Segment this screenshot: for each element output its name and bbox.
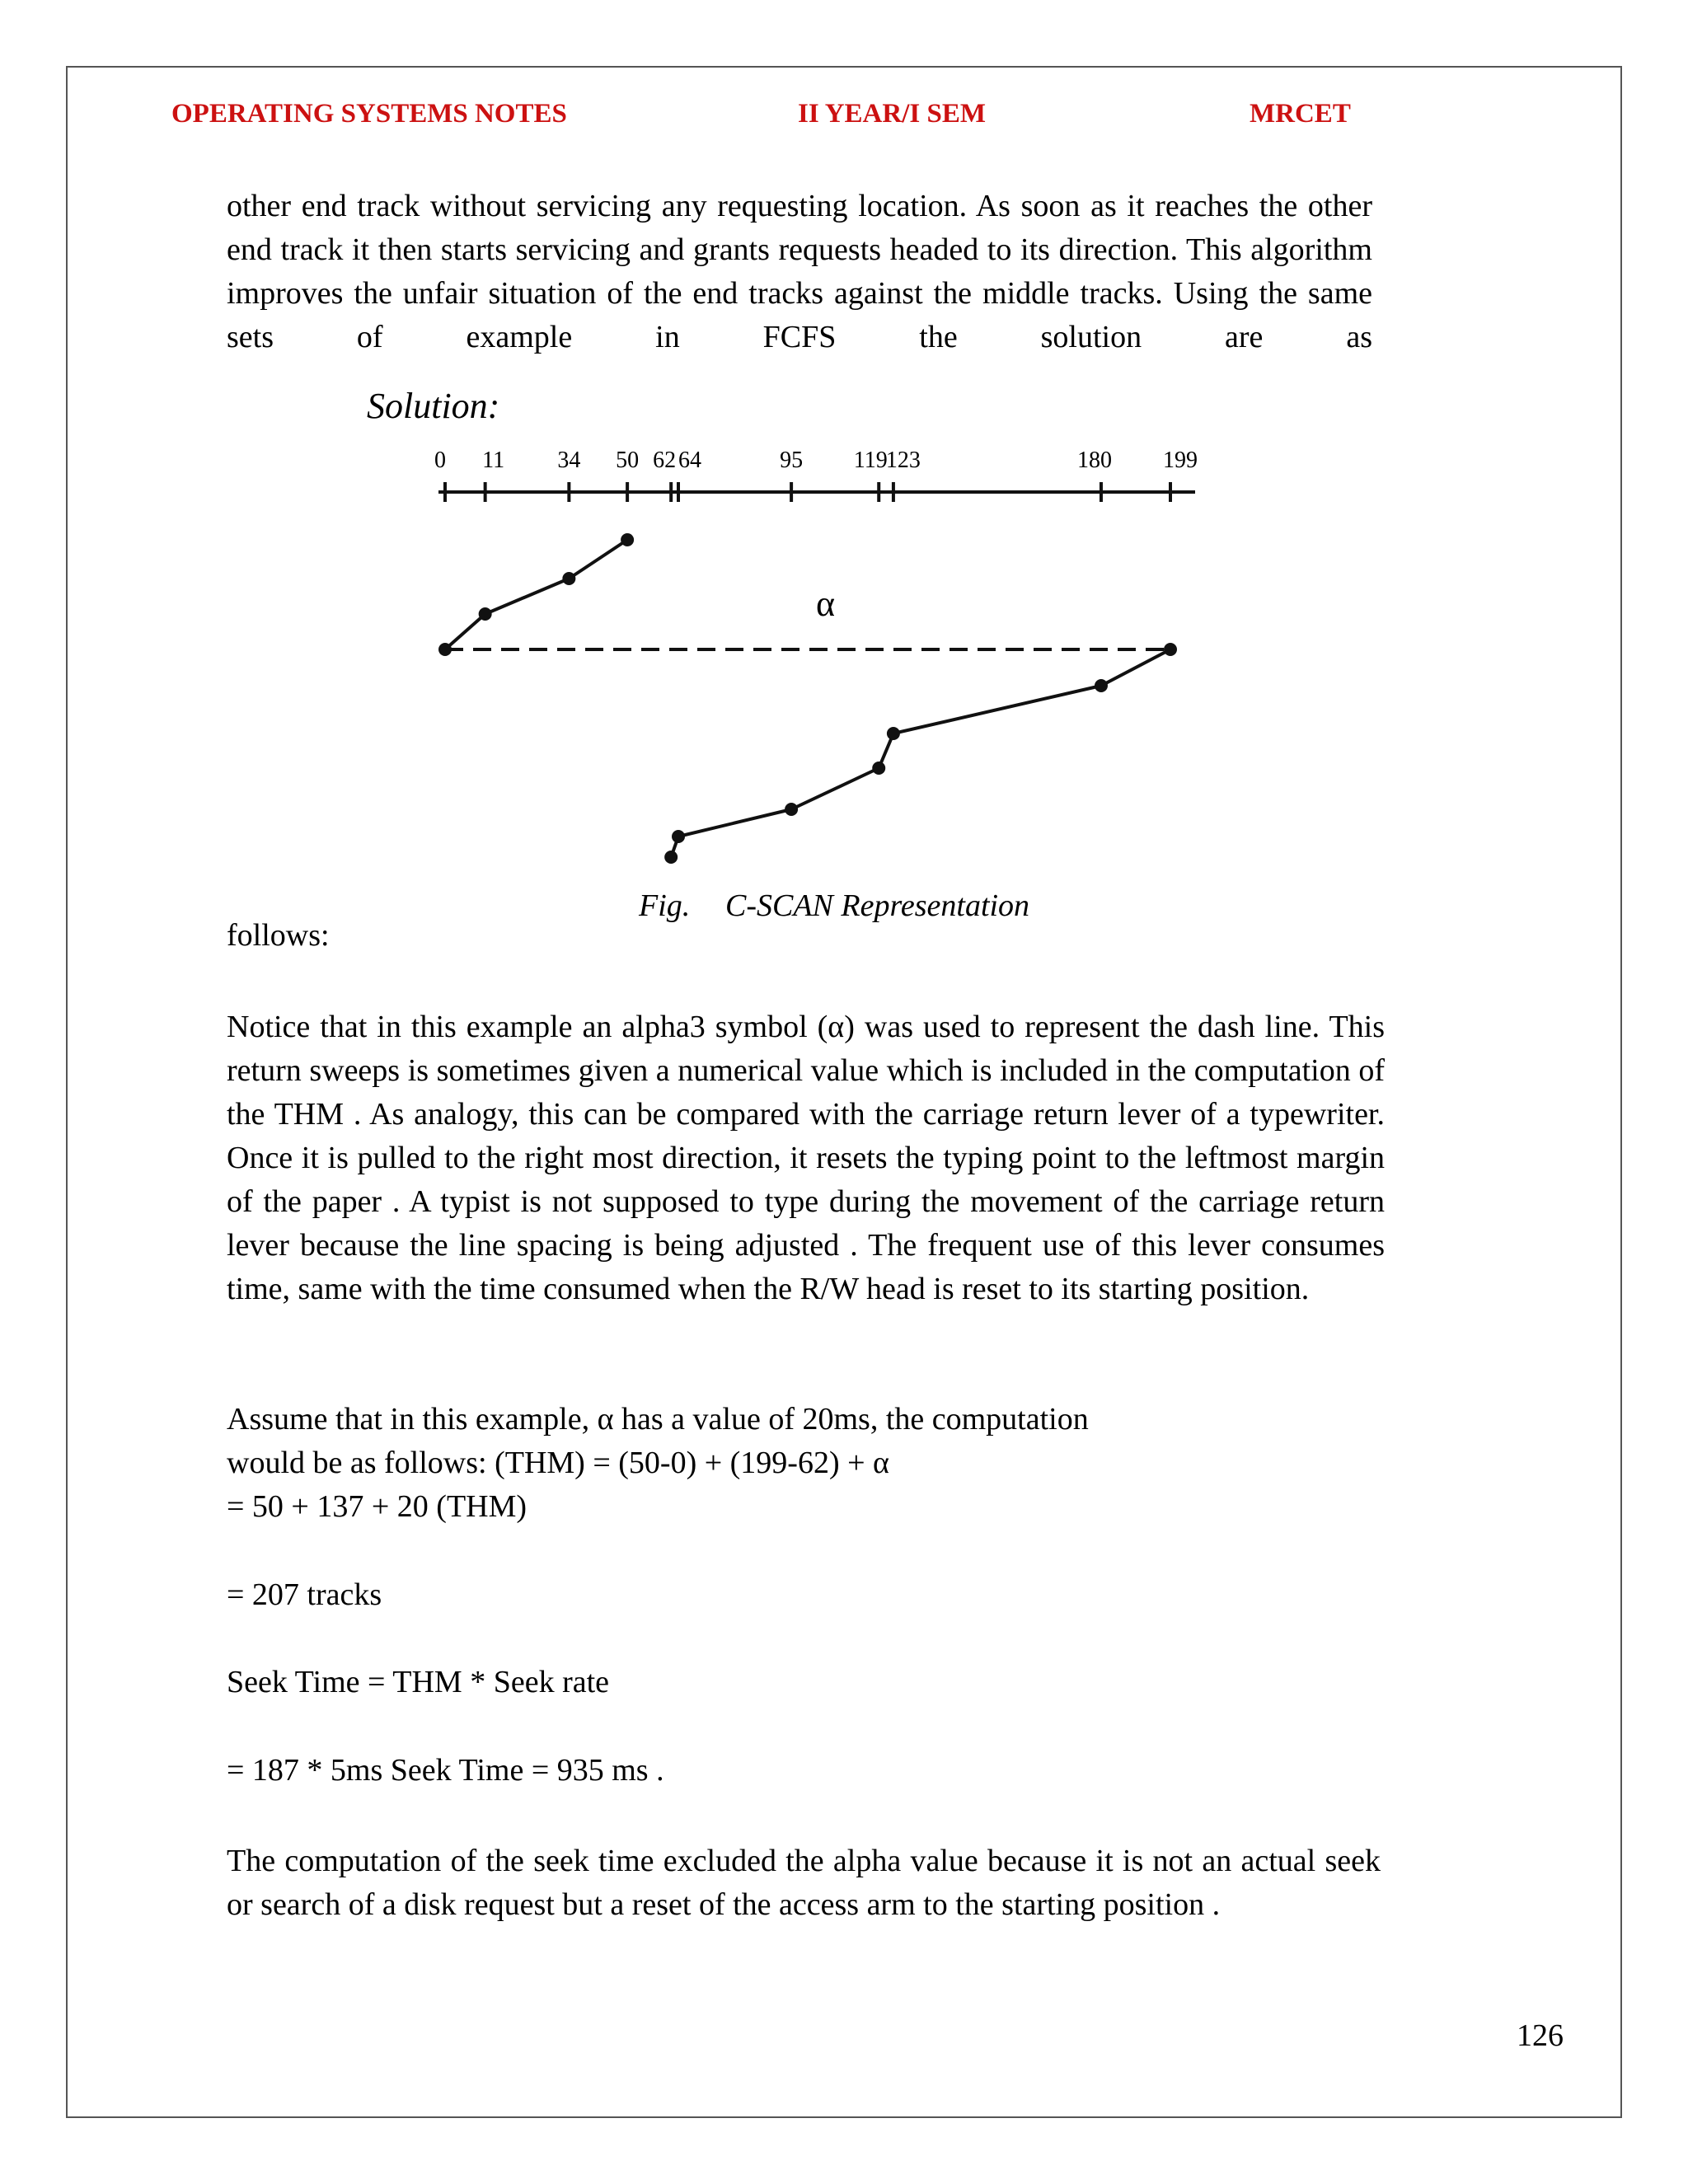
tick-label-123: 123: [885, 448, 921, 473]
figure-caption-text: C-SCAN Representation: [725, 888, 1030, 923]
intro-tail: follows:: [227, 918, 330, 953]
paragraph-seek-time-note-text: The computation of the seek time excluded the alpha value because it is not an actual seek or search of a disk request but a reset of the access arm to the starting position .: [227, 1844, 1381, 1922]
path-point-50: [621, 533, 634, 546]
tick-label-180: 180: [1076, 448, 1112, 473]
tick-label-34: 34: [557, 448, 581, 473]
path-point-0: [438, 643, 452, 656]
tick-label-64: 64: [678, 448, 702, 473]
intro-paragraph-text: other end track without servicing any requesting location. As soon as it reaches the other end track it then starts servicing and grants requests headed to its direction. This algorithm improves the unfair situation of the end tracks against the middle tracks. Using the same sets of example in FCFS the solution are as: [227, 189, 1372, 354]
tick-label-199: 199: [1163, 448, 1198, 473]
path-point-95: [785, 803, 798, 816]
computation-line-3: = 50 + 137 + 20 (THM): [227, 1489, 528, 1524]
path-segment: [569, 540, 627, 579]
path-point-11: [479, 607, 492, 621]
path-point-123: [887, 727, 900, 740]
path-segment: [485, 579, 570, 614]
cscan-figure: [346, 375, 1253, 935]
tick-label-95: 95: [780, 448, 804, 473]
path-point-119: [872, 762, 885, 775]
path-point-62: [664, 851, 678, 864]
path-segment: [893, 686, 1101, 733]
computation-line-1: Assume that in this example, α has a value of 20ms, the computation: [227, 1402, 1089, 1436]
paragraph-seek-time-note: [227, 1840, 1381, 1927]
track-axis: [434, 448, 1198, 502]
header-year-semester: II YEAR/I SEM: [798, 99, 986, 129]
tick-label-62: 62: [653, 448, 677, 473]
intro-paragraph: [227, 185, 1372, 359]
page-number: 126: [1517, 2018, 1564, 2053]
header-course-title: OPERATING SYSTEMS NOTES: [171, 99, 567, 129]
tick-label-11: 11: [482, 448, 505, 473]
header-institution: MRCET: [1250, 99, 1351, 129]
path-segment: [445, 614, 485, 649]
paragraph-alpha-explanation-text: Notice that in this example an alpha3 symbol (α) was used to represent the dash line. This return sweeps is sometimes given a numerical value which is included in the computation of the THM . As analogy, this can be compared with the carriage return lever of a typewriter. Once it is pulled to the right most direction, it resets the typing point to the leftmost margin of the paper . A typist is not supposed to type during the movement of the carriage return lever because the line spacing is being adjusted . The frequent use of this lever consumes time, same with the time consumed when the R/W head is reset to its starting position.: [227, 1010, 1385, 1306]
path-segment: [678, 809, 791, 837]
head-movement-path: [445, 540, 1170, 857]
paragraph-alpha-explanation: [227, 1005, 1385, 1311]
computation-line-4: = 207 tracks: [227, 1577, 382, 1612]
path-point-64: [672, 830, 685, 843]
computation-line-5: Seek Time = THM * Seek rate: [227, 1665, 610, 1699]
computation-line-2: would be as follows: (THM) = (50-0) + (199-62) + α: [227, 1446, 889, 1480]
path-segment: [791, 768, 879, 809]
figure-caption-prefix: Fig.: [639, 888, 691, 923]
solution-label: Solution:: [367, 386, 500, 426]
alpha-label: α: [816, 583, 836, 624]
path-point-180: [1095, 679, 1108, 692]
tick-label-50: 50: [616, 448, 640, 473]
tick-label-0: 0: [434, 448, 446, 473]
computation-line-6: = 187 * 5ms Seek Time = 935 ms .: [227, 1753, 664, 1788]
path-point-199: [1164, 643, 1177, 656]
tick-label-119: 119: [853, 448, 888, 473]
request-points: [438, 533, 1177, 864]
path-point-34: [562, 572, 575, 585]
path-segment: [1101, 649, 1170, 686]
